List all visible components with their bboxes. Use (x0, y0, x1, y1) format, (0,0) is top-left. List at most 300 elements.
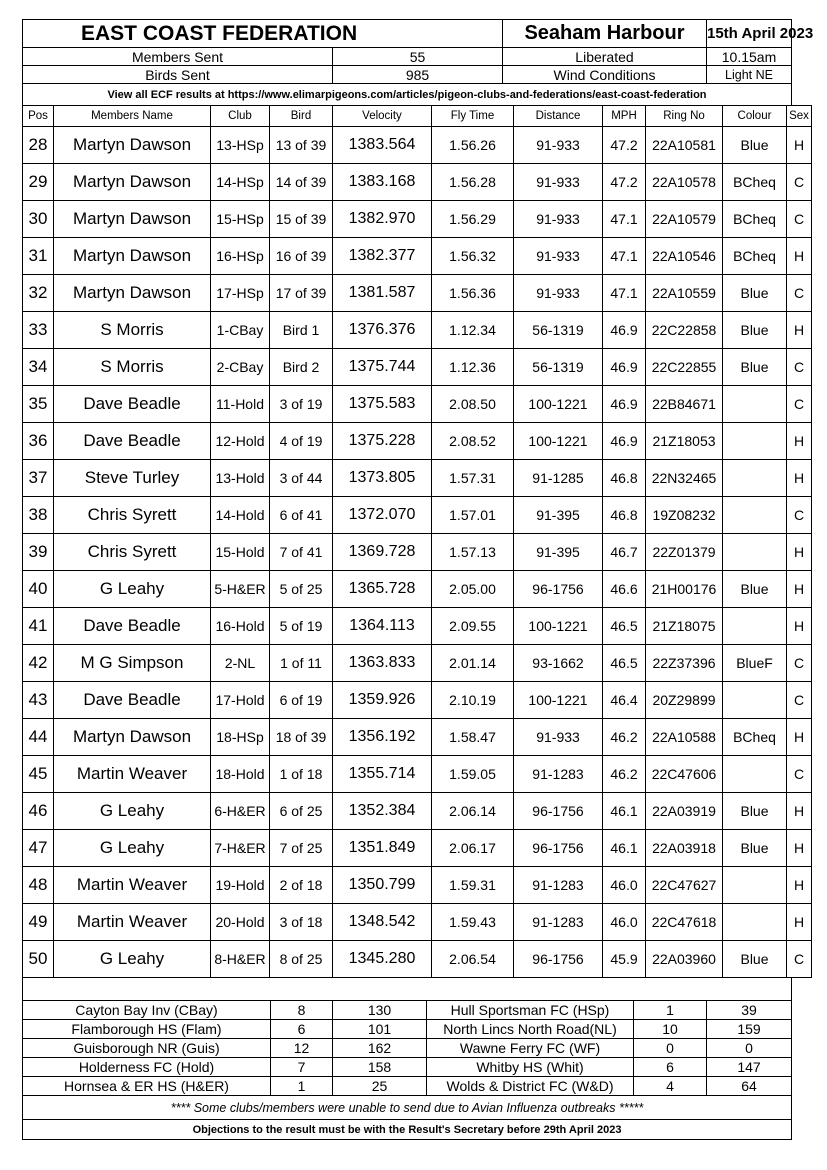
birds-sent-value: 985 (333, 66, 503, 84)
sex: C (787, 497, 812, 534)
velocity: 1359.926 (333, 682, 432, 719)
ring-number: 22C47606 (646, 756, 723, 793)
title-row (23, 20, 792, 48)
mph: 47.1 (603, 201, 646, 238)
velocity: 1373.805 (333, 460, 432, 497)
result-pos: 48 (23, 867, 54, 904)
mph: 46.4 (603, 682, 646, 719)
colour (723, 460, 787, 497)
result-pos: 49 (23, 904, 54, 941)
ring-number: 20Z29899 (646, 682, 723, 719)
bird-number: 15 of 39 (270, 201, 333, 238)
result-pos: 32 (23, 275, 54, 312)
mph: 46.0 (603, 904, 646, 941)
club-code: 18-Hold (211, 756, 270, 793)
club-birds: 39 (707, 1001, 792, 1020)
club-code: 18-HSp (211, 719, 270, 756)
distance: 91-933 (514, 201, 603, 238)
result-pos: 31 (23, 238, 54, 275)
bird-number: 5 of 19 (270, 608, 333, 645)
distance: 96-1756 (514, 941, 603, 978)
club-code: 11-Hold (211, 386, 270, 423)
ring-number: 22A10588 (646, 719, 723, 756)
colour: BlueF (723, 645, 787, 682)
ring-number: 19Z08232 (646, 497, 723, 534)
table-row (23, 312, 812, 349)
club-code: 14-HSp (211, 164, 270, 201)
table-row (23, 349, 812, 386)
table-row (23, 682, 812, 719)
federation-title: EAST COAST FEDERATION (23, 20, 503, 48)
members-row (23, 48, 792, 66)
club-members: 6 (271, 1020, 333, 1039)
sex: H (787, 423, 812, 460)
sex: H (787, 793, 812, 830)
velocity: 1382.970 (333, 201, 432, 238)
sex: H (787, 830, 812, 867)
result-pos: 50 (23, 941, 54, 978)
birds-sent-label: Birds Sent (23, 66, 333, 84)
member-name: S Morris (54, 349, 211, 386)
sex: H (787, 571, 812, 608)
sex: C (787, 349, 812, 386)
result-pos: 34 (23, 349, 54, 386)
club-members: 8 (271, 1001, 333, 1020)
colour: BCheq (723, 238, 787, 275)
mph: 46.1 (603, 830, 646, 867)
distance: 56-1319 (514, 312, 603, 349)
distance: 91-933 (514, 127, 603, 164)
table-row (23, 238, 812, 275)
table-row (23, 867, 812, 904)
fly-time: 2.10.19 (432, 682, 514, 719)
fly-time: 2.05.00 (432, 571, 514, 608)
member-name: Martin Weaver (54, 867, 211, 904)
member-name: Martyn Dawson (54, 238, 211, 275)
sex: H (787, 312, 812, 349)
table-row (23, 386, 812, 423)
bird-number: 4 of 19 (270, 423, 333, 460)
member-name: G Leahy (54, 941, 211, 978)
member-name: Chris Syrett (54, 497, 211, 534)
mph: 46.9 (603, 349, 646, 386)
result-pos: 42 (23, 645, 54, 682)
velocity: 1355.714 (333, 756, 432, 793)
ring-number: 22B84671 (646, 386, 723, 423)
objections-note: Objections to the result must be with the Result's Secretary before 29th April 2023 (23, 1120, 792, 1140)
sex: C (787, 645, 812, 682)
member-name: Martyn Dawson (54, 719, 211, 756)
fly-time: 1.56.29 (432, 201, 514, 238)
table-row (23, 793, 812, 830)
ring-number: 22C22855 (646, 349, 723, 386)
distance: 100-1221 (514, 386, 603, 423)
fly-time: 1.58.47 (432, 719, 514, 756)
ring-number: 22Z01379 (646, 534, 723, 571)
table-row (23, 164, 812, 201)
ring-number: 22A10581 (646, 127, 723, 164)
result-pos: 41 (23, 608, 54, 645)
fly-time: 1.57.31 (432, 460, 514, 497)
distance: 91-1283 (514, 756, 603, 793)
colour (723, 497, 787, 534)
velocity: 1372.070 (333, 497, 432, 534)
sex: H (787, 904, 812, 941)
club-code: 8-H&ER (211, 941, 270, 978)
mph: 46.8 (603, 497, 646, 534)
velocity: 1364.113 (333, 608, 432, 645)
fly-time: 2.06.14 (432, 793, 514, 830)
velocity: 1348.542 (333, 904, 432, 941)
colour (723, 904, 787, 941)
club-birds: 0 (707, 1039, 792, 1058)
velocity: 1356.192 (333, 719, 432, 756)
club-birds: 147 (707, 1058, 792, 1077)
distance: 91-1285 (514, 460, 603, 497)
sex: H (787, 719, 812, 756)
velocity: 1381.587 (333, 275, 432, 312)
result-pos: 38 (23, 497, 54, 534)
colour: Blue (723, 571, 787, 608)
distance: 96-1756 (514, 571, 603, 608)
club-members: 4 (634, 1077, 707, 1096)
club-birds: 130 (333, 1001, 427, 1020)
bird-number: Bird 1 (270, 312, 333, 349)
result-pos: 43 (23, 682, 54, 719)
mph: 47.2 (603, 127, 646, 164)
mph: 45.9 (603, 941, 646, 978)
note-row (23, 1096, 792, 1120)
race-header-table (22, 19, 814, 106)
club-code: 1-CBay (211, 312, 270, 349)
col-ring-no: Ring No (646, 106, 723, 127)
member-name: Martyn Dawson (54, 127, 211, 164)
race-venue: Seaham Harbour (503, 20, 707, 48)
members-sent-value: 55 (333, 48, 503, 66)
sex: C (787, 756, 812, 793)
club-code: 19-Hold (211, 867, 270, 904)
mph: 46.7 (603, 534, 646, 571)
club-name: Hull Sportsman FC (HSp) (427, 1001, 634, 1020)
club-summary-row (23, 1039, 792, 1058)
club-birds: 25 (333, 1077, 427, 1096)
table-row (23, 423, 812, 460)
table-row (23, 534, 812, 571)
member-name: M G Simpson (54, 645, 211, 682)
club-birds: 162 (333, 1039, 427, 1058)
col-mph: MPH (603, 106, 646, 127)
fly-time: 1.59.31 (432, 867, 514, 904)
col-name: Members Name (54, 106, 211, 127)
colour: Blue (723, 127, 787, 164)
result-pos: 39 (23, 534, 54, 571)
result-pos: 44 (23, 719, 54, 756)
results-sheet (22, 19, 814, 1140)
colour (723, 423, 787, 460)
table-row (23, 127, 812, 164)
velocity: 1375.583 (333, 386, 432, 423)
club-name: Flamborough HS (Flam) (23, 1020, 271, 1039)
member-name: Martin Weaver (54, 756, 211, 793)
col-sex: Sex (787, 106, 812, 127)
ring-number: 22A10546 (646, 238, 723, 275)
member-name: G Leahy (54, 793, 211, 830)
club-code: 20-Hold (211, 904, 270, 941)
club-code: 16-Hold (211, 608, 270, 645)
club-code: 16-HSp (211, 238, 270, 275)
bird-number: 3 of 18 (270, 904, 333, 941)
fly-time: 2.08.50 (432, 386, 514, 423)
member-name: Steve Turley (54, 460, 211, 497)
bird-number: 7 of 41 (270, 534, 333, 571)
club-name: Whitby HS (Whit) (427, 1058, 634, 1077)
fly-time: 2.09.55 (432, 608, 514, 645)
club-members: 1 (634, 1001, 707, 1020)
liberated-value: 10.15am (707, 48, 792, 66)
velocity: 1350.799 (333, 867, 432, 904)
table-row (23, 756, 812, 793)
sex: C (787, 201, 812, 238)
distance: 91-1283 (514, 904, 603, 941)
colour: Blue (723, 312, 787, 349)
sex: H (787, 534, 812, 571)
club-code: 17-Hold (211, 682, 270, 719)
member-name: Martyn Dawson (54, 164, 211, 201)
club-name: Hornsea & ER HS (H&ER) (23, 1077, 271, 1096)
colour: BCheq (723, 201, 787, 238)
ring-number: 22Z37396 (646, 645, 723, 682)
sex: C (787, 164, 812, 201)
velocity: 1369.728 (333, 534, 432, 571)
colour (723, 867, 787, 904)
ring-number: 22A10578 (646, 164, 723, 201)
member-name: Martin Weaver (54, 904, 211, 941)
colour: Blue (723, 349, 787, 386)
table-row (23, 460, 812, 497)
bird-number: 6 of 19 (270, 682, 333, 719)
ring-number: 21Z18053 (646, 423, 723, 460)
member-name: G Leahy (54, 830, 211, 867)
club-code: 12-Hold (211, 423, 270, 460)
col-velocity: Velocity (333, 106, 432, 127)
liberated-label: Liberated (503, 48, 707, 66)
bird-number: 6 of 41 (270, 497, 333, 534)
club-name: Guisborough NR (Guis) (23, 1039, 271, 1058)
club-birds: 101 (333, 1020, 427, 1039)
member-name: Dave Beadle (54, 682, 211, 719)
mph: 46.2 (603, 756, 646, 793)
avian-influenza-note: **** Some clubs/members were unable to send due to Avian Influenza outbreaks ***** (23, 1096, 792, 1120)
sex: C (787, 941, 812, 978)
fly-time: 2.06.17 (432, 830, 514, 867)
club-birds: 64 (707, 1077, 792, 1096)
bird-number: Bird 2 (270, 349, 333, 386)
bird-number: 18 of 39 (270, 719, 333, 756)
club-name: Wolds & District FC (W&D) (427, 1077, 634, 1096)
result-pos: 28 (23, 127, 54, 164)
member-name: G Leahy (54, 571, 211, 608)
velocity: 1363.833 (333, 645, 432, 682)
ring-number: 22A10559 (646, 275, 723, 312)
wind-value: Light NE (707, 66, 792, 84)
colour (723, 682, 787, 719)
member-name: S Morris (54, 312, 211, 349)
bird-number: 1 of 11 (270, 645, 333, 682)
club-name: Holderness FC (Hold) (23, 1058, 271, 1077)
bird-number: 1 of 18 (270, 756, 333, 793)
club-summary-row (23, 1058, 792, 1077)
club-summary-table (22, 977, 792, 1140)
velocity: 1351.849 (333, 830, 432, 867)
mph: 47.1 (603, 238, 646, 275)
clubs-body (23, 1001, 792, 1096)
table-row (23, 830, 812, 867)
ring-number: 22A10579 (646, 201, 723, 238)
colour: Blue (723, 793, 787, 830)
colour: Blue (723, 830, 787, 867)
colour: BCheq (723, 719, 787, 756)
fly-time: 2.06.54 (432, 941, 514, 978)
club-summary-row (23, 1001, 792, 1020)
ring-number: 22C22858 (646, 312, 723, 349)
velocity: 1383.564 (333, 127, 432, 164)
distance: 96-1756 (514, 830, 603, 867)
fly-time: 1.56.28 (432, 164, 514, 201)
col-pos: Pos (23, 106, 54, 127)
table-row (23, 497, 812, 534)
sex: C (787, 682, 812, 719)
distance: 91-395 (514, 534, 603, 571)
club-members: 10 (634, 1020, 707, 1039)
mph: 47.2 (603, 164, 646, 201)
club-code: 2-CBay (211, 349, 270, 386)
col-fly-time: Fly Time (432, 106, 514, 127)
distance: 100-1221 (514, 608, 603, 645)
club-code: 13-HSp (211, 127, 270, 164)
distance: 100-1221 (514, 423, 603, 460)
velocity: 1365.728 (333, 571, 432, 608)
member-name: Chris Syrett (54, 534, 211, 571)
mph: 46.5 (603, 608, 646, 645)
sex: H (787, 460, 812, 497)
results-link-row (23, 84, 792, 106)
distance: 96-1756 (514, 793, 603, 830)
fly-time: 2.01.14 (432, 645, 514, 682)
velocity: 1375.228 (333, 423, 432, 460)
velocity: 1382.377 (333, 238, 432, 275)
colour (723, 756, 787, 793)
col-colour: Colour (723, 106, 787, 127)
sex: H (787, 238, 812, 275)
colour: Blue (723, 941, 787, 978)
club-members: 7 (271, 1058, 333, 1077)
distance: 91-933 (514, 164, 603, 201)
mph: 46.9 (603, 386, 646, 423)
ring-number: 22A03919 (646, 793, 723, 830)
results-link[interactable]: View all ECF results at https://www.elimarpigeons.com/articles/pigeon-clubs-and-federations/east-coast-federation (23, 84, 792, 106)
mph: 46.9 (603, 312, 646, 349)
ring-number: 22C47627 (646, 867, 723, 904)
result-pos: 45 (23, 756, 54, 793)
results-table (22, 105, 812, 978)
velocity: 1375.744 (333, 349, 432, 386)
bird-number: 7 of 25 (270, 830, 333, 867)
table-row (23, 608, 812, 645)
members-sent-label: Members Sent (23, 48, 333, 66)
table-row (23, 904, 812, 941)
fly-time: 1.56.32 (432, 238, 514, 275)
mph: 46.2 (603, 719, 646, 756)
sex: C (787, 275, 812, 312)
distance: 91-395 (514, 497, 603, 534)
result-pos: 46 (23, 793, 54, 830)
result-pos: 30 (23, 201, 54, 238)
club-members: 1 (271, 1077, 333, 1096)
fly-time: 1.12.34 (432, 312, 514, 349)
ring-number: 22A03918 (646, 830, 723, 867)
fly-time: 1.56.26 (432, 127, 514, 164)
result-pos: 36 (23, 423, 54, 460)
table-row (23, 201, 812, 238)
sex: H (787, 127, 812, 164)
fly-time: 1.59.43 (432, 904, 514, 941)
spacer-row (23, 978, 792, 1001)
bird-number: 3 of 19 (270, 386, 333, 423)
table-row (23, 719, 812, 756)
ring-number: 21Z18075 (646, 608, 723, 645)
colour (723, 534, 787, 571)
club-code: 13-Hold (211, 460, 270, 497)
member-name: Dave Beadle (54, 423, 211, 460)
table-row (23, 941, 812, 978)
club-code: 15-Hold (211, 534, 270, 571)
result-pos: 29 (23, 164, 54, 201)
club-code: 2-NL (211, 645, 270, 682)
velocity: 1376.376 (333, 312, 432, 349)
ring-number: 22A03960 (646, 941, 723, 978)
mph: 47.1 (603, 275, 646, 312)
distance: 93-1662 (514, 645, 603, 682)
result-pos: 35 (23, 386, 54, 423)
fly-time: 1.56.36 (432, 275, 514, 312)
birds-row (23, 66, 792, 84)
colour (723, 608, 787, 645)
club-summary-row (23, 1077, 792, 1096)
distance: 91-933 (514, 275, 603, 312)
ring-number: 21H00176 (646, 571, 723, 608)
colour: BCheq (723, 164, 787, 201)
club-members: 0 (634, 1039, 707, 1058)
distance: 100-1221 (514, 682, 603, 719)
sex: H (787, 867, 812, 904)
club-members: 6 (634, 1058, 707, 1077)
fly-time: 1.57.13 (432, 534, 514, 571)
col-bird: Bird (270, 106, 333, 127)
member-name: Martyn Dawson (54, 275, 211, 312)
col-club: Club (211, 106, 270, 127)
club-code: 7-H&ER (211, 830, 270, 867)
club-code: 14-Hold (211, 497, 270, 534)
distance: 91-933 (514, 719, 603, 756)
bird-number: 17 of 39 (270, 275, 333, 312)
fly-time: 2.08.52 (432, 423, 514, 460)
ring-number: 22C47618 (646, 904, 723, 941)
distance: 91-933 (514, 238, 603, 275)
velocity: 1345.280 (333, 941, 432, 978)
fly-time: 1.57.01 (432, 497, 514, 534)
velocity: 1352.384 (333, 793, 432, 830)
club-birds: 159 (707, 1020, 792, 1039)
